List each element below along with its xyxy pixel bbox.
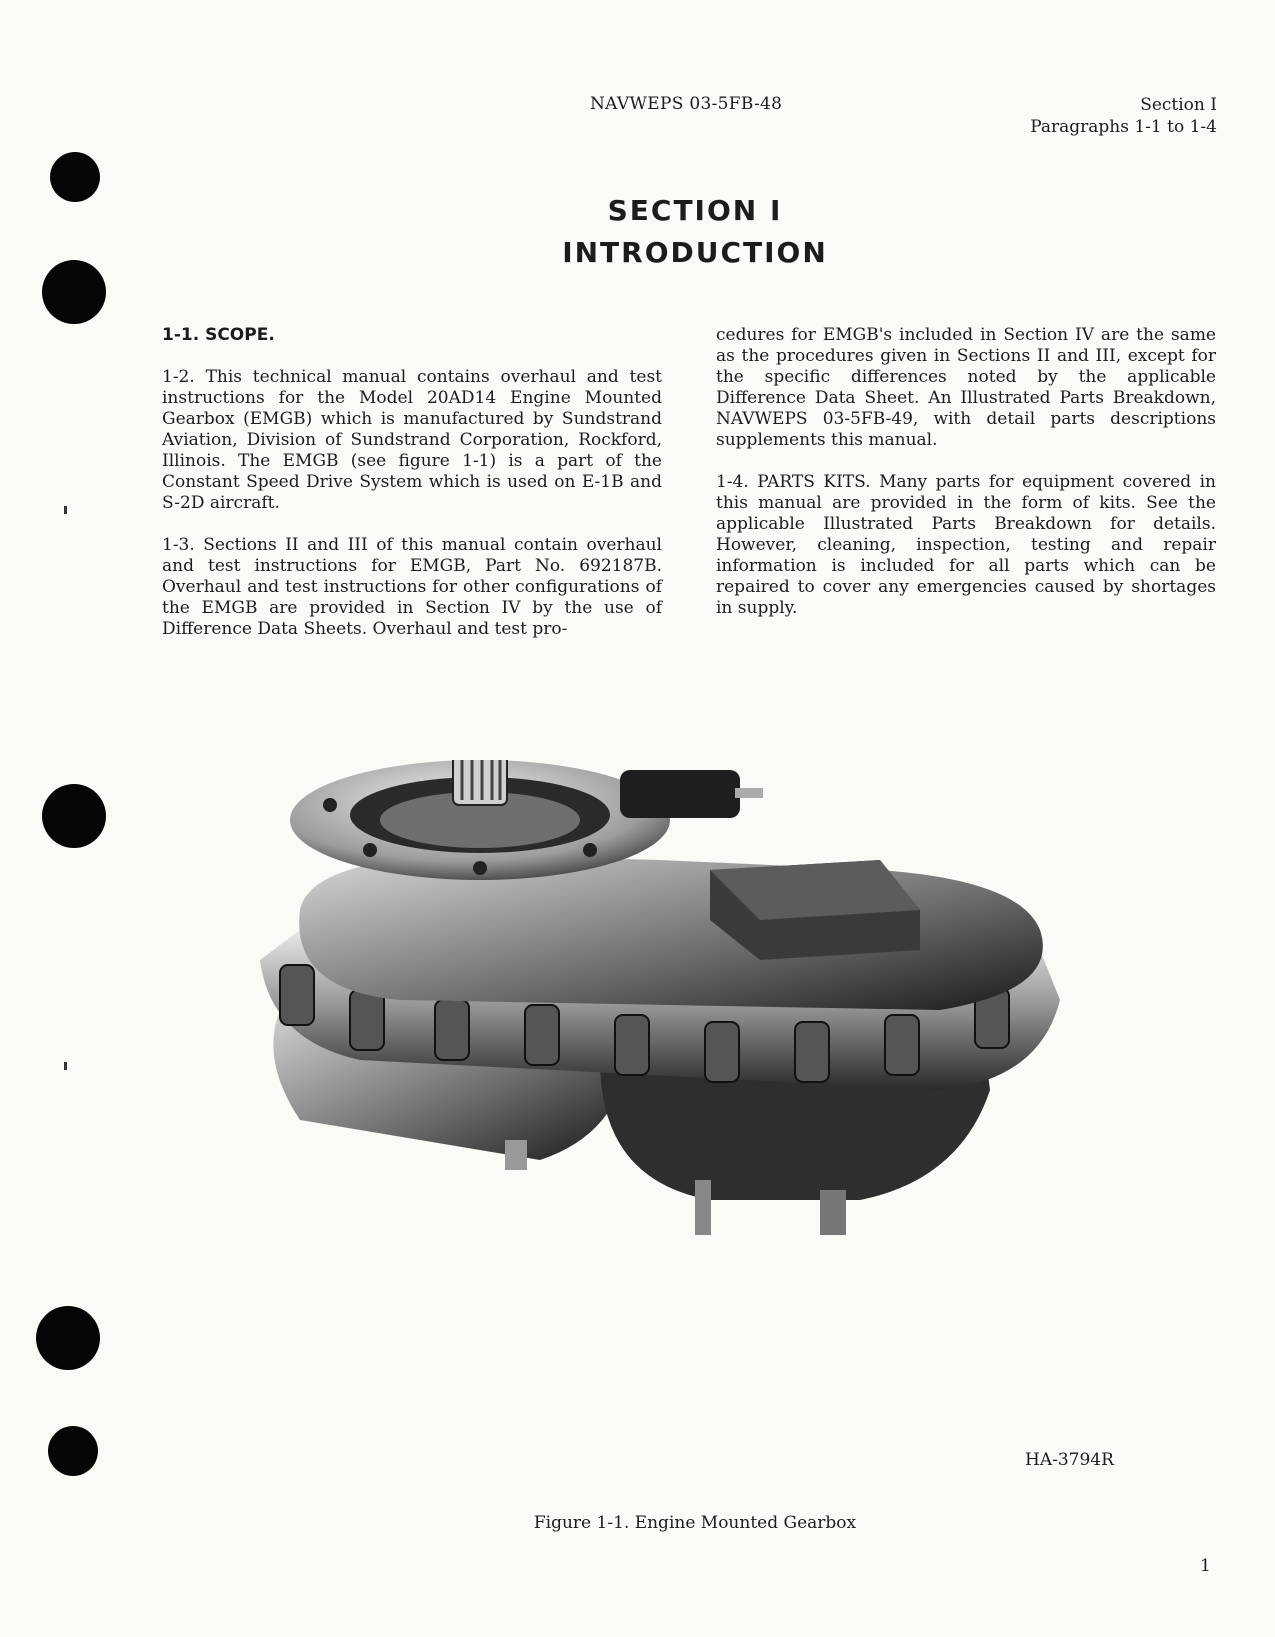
punch-hole xyxy=(48,1426,98,1476)
left-column xyxy=(162,325,662,661)
right-column xyxy=(716,325,1216,640)
paragraph-range: Paragraphs 1-1 to 1-4 xyxy=(1030,117,1217,137)
section-title-line2: INTRODUCTION xyxy=(562,236,828,269)
paragraph-1-3-continued: cedures for EMGB's included in Section IV are the same as the procedures given in Sections II and III, except for the specific differences noted by the applicable Difference Data Sheet. An Illustrated Parts Breakdown, NAVWEPS 03-5FB-49, with detail parts descriptions supplements this manual. xyxy=(716,325,1216,450)
gearbox-illustration xyxy=(240,760,1110,1260)
punch-hole xyxy=(42,784,106,848)
page-number: 1 xyxy=(1200,1556,1211,1576)
section-label: Section I xyxy=(1140,95,1217,115)
paragraph-1-3: 1-3. Sections II and III of this manual contain overhaul and test instructions for EMGB, Part No. 692187B. Overhaul and test instructions for other configurations of the EMGB are provided in Section IV by the use of Difference Data Sheets. Overhaul and test pro- xyxy=(162,535,662,639)
figure-code: HA-3794R xyxy=(1025,1450,1114,1470)
paragraph-1-2: 1-2. This technical manual contains overhaul and test instructions for the Model 20AD14 Engine Mounted Gearbox (EMGB) which is manufactured by Sundstrand Aviation, Division of Sundstrand Corporation, Rockford, Illinois. The EMGB (see figure 1-1) is a part of the Constant Speed Drive System which is used on E-1B and S-2D aircraft. xyxy=(162,367,662,513)
scan-speck xyxy=(64,1062,67,1070)
scan-speck xyxy=(64,506,67,514)
figure-caption: Figure 1-1. Engine Mounted Gearbox xyxy=(533,1513,857,1533)
scope-heading: 1-1. SCOPE. xyxy=(162,325,275,345)
punch-hole xyxy=(36,1306,100,1370)
section-title-line1: SECTION I xyxy=(607,194,783,227)
section-reference xyxy=(1030,94,1217,138)
paragraph-1-4: 1-4. PARTS KITS. Many parts for equipment covered in this manual are provided in the form of kits. See the applicable Illustrated Parts Breakdown for details. However, cleaning, inspection, testing and repair information is included for all parts which can be repaired to cover any emergencies caused by shortages in supply. xyxy=(716,472,1216,618)
document-number: NAVWEPS 03-5FB-48 xyxy=(590,94,783,114)
section-title xyxy=(0,190,1275,274)
